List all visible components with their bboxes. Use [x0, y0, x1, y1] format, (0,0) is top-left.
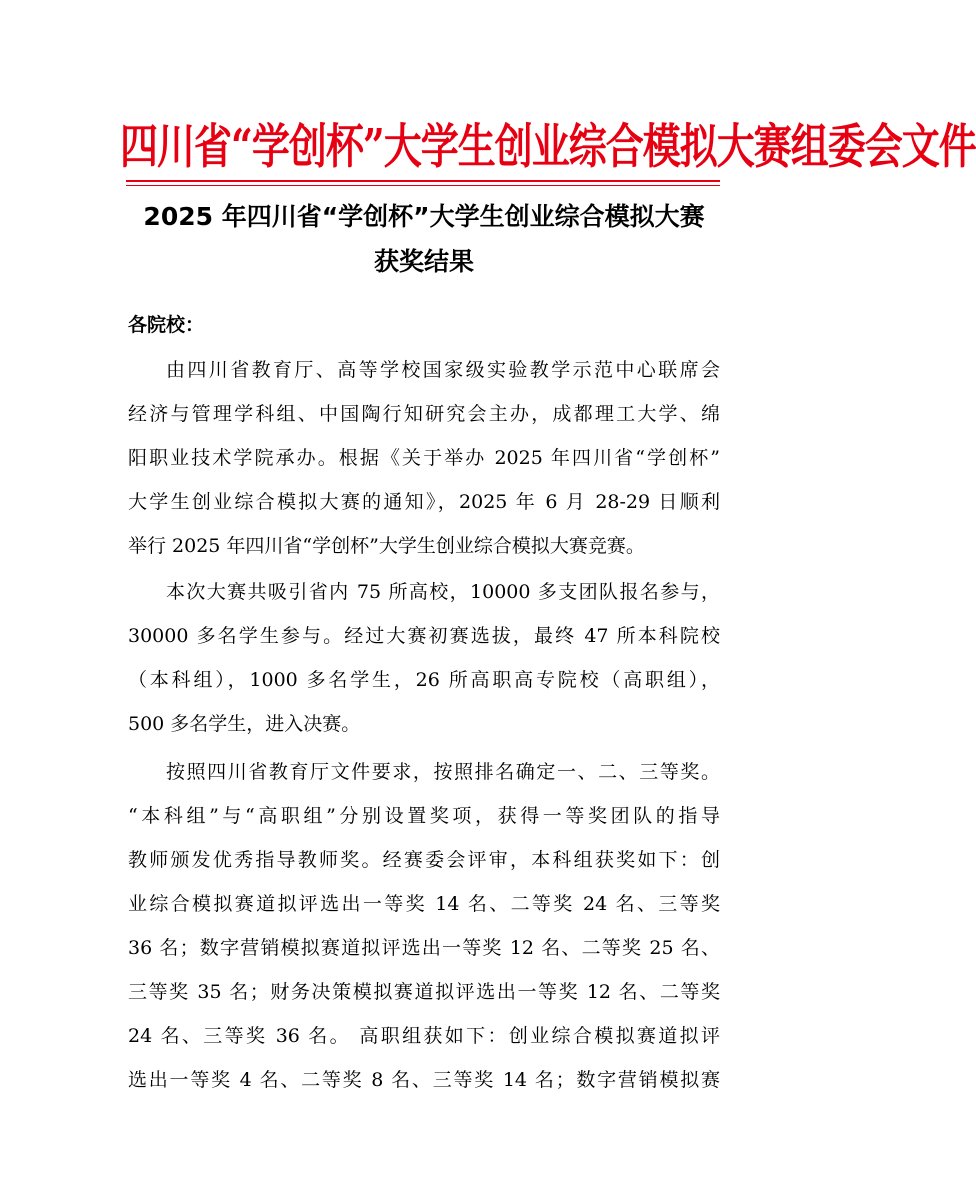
body-line: 举行 2025 年四川省“学创杯”大学生创业综合模拟大赛竞赛。: [128, 535, 645, 557]
body-line: 教师颁发优秀指导教师奖。经赛委会评审，本科组获奖如下：创: [128, 849, 720, 871]
body-line: 30000 多名学生参与。经过大赛初赛选拔，最终 47 所本科院校: [128, 625, 720, 647]
salutation: 各院校：: [128, 314, 205, 336]
body-line: 业综合模拟赛道拟评选出一等奖 14 名、二等奖 24 名、三等奖: [128, 893, 720, 915]
body-line: 24 名、三等奖 36 名。 高职组获如下：创业综合模拟赛道拟评: [128, 1025, 720, 1047]
document-title-line-2: 获奖结果: [373, 247, 474, 276]
body-line: 三等奖 35 名；财务决策模拟赛道拟评选出一等奖 12 名、二等奖: [128, 981, 720, 1003]
body-line: 大学生创业综合模拟大赛的通知》，2025 年 6 月 28-29 日顺利: [128, 491, 720, 513]
body-line: “本科组”与“高职组”分别设置奖项，获得一等奖团队的指导: [128, 805, 720, 827]
body-line: 经济与管理学科组、中国陶行知研究会主办，成都理工大学、绵: [128, 403, 720, 425]
body-line: 36 名；数字营销模拟赛道拟评选出一等奖 12 名、二等奖 25 名、: [128, 937, 720, 959]
body-line: 本次大赛共吸引省内 75 所高校，10000 多支团队报名参与，: [166, 581, 720, 603]
body-line: 阳职业技术学院承办。根据《关于举办 2025 年四川省“学创杯”: [128, 447, 720, 469]
letterhead-rule-thick: [126, 180, 720, 182]
document-title-line-1: 2025 年四川省“学创杯”大学生创业综合模拟大赛: [143, 202, 705, 231]
body-line: 由四川省教育厅、高等学校国家级实验教学示范中心联席会: [166, 359, 720, 381]
body-line: 选出一等奖 4 名、二等奖 8 名、三等奖 14 名；数字营销模拟赛: [128, 1069, 720, 1091]
body-line: 500 多名学生，进入决赛。: [128, 713, 361, 735]
body-line: 按照四川省教育厅文件要求，按照排名确定一、二、三等奖。: [166, 761, 720, 783]
body-line: （本科组），1000 多名学生，26 所高职高专院校（高职组），: [128, 669, 720, 691]
letterhead-rule-thin: [126, 185, 720, 186]
letterhead-title: 四川省“学创杯”大学生创业综合模拟大赛组委会文件: [120, 118, 976, 175]
